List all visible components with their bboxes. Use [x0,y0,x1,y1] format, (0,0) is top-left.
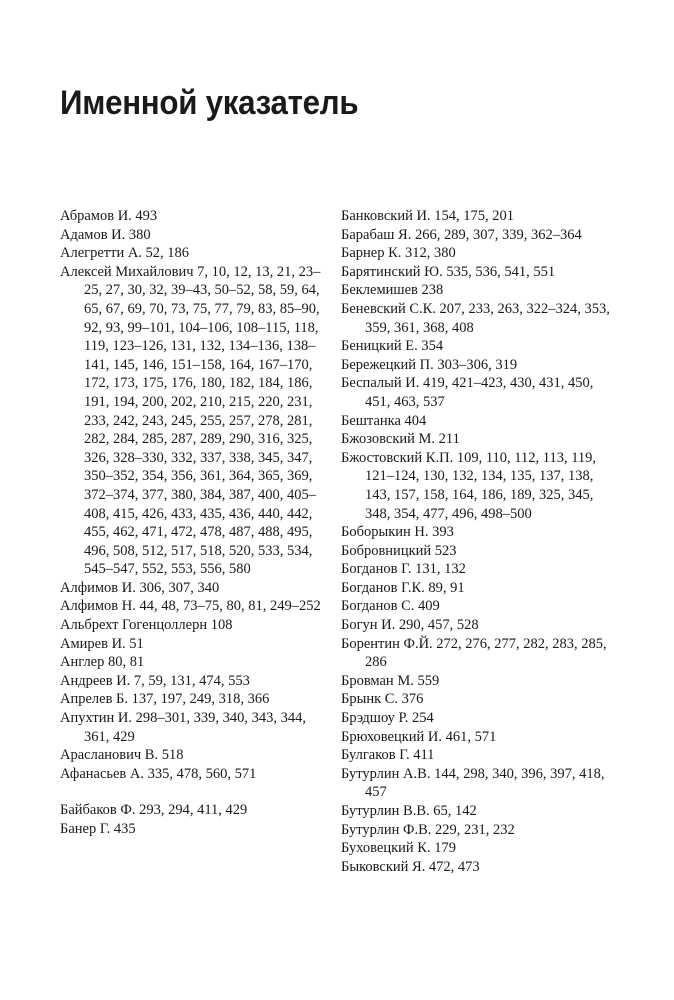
index-entry: Бештанка 404 [341,412,427,429]
index-entry: Булгаков Г. 411 [341,747,435,764]
index-entry: Беспалый И. 419, 421–423, 430, 431, 450, 451, 463, 537 [341,375,594,410]
index-entry: Быковский Я. 472, 473 [341,858,480,875]
index-entry: Бутурлин Ф.В. 229, 231, 232 [341,821,515,838]
index-entry: Бровман М. 559 [341,672,440,689]
index-entry: Алегретти А. 52, 186 [60,245,190,262]
index-entry: Борентин Ф.Й. 272, 276, 277, 282, 283, 285, 286 [341,635,607,671]
index-entry: Бжозовский М. 211 [341,431,460,448]
index-entry: Брюховецкий И. 461, 571 [341,728,497,745]
index-entry: Барабаш Я. 266, 289, 307, 339, 362–364 [341,226,582,243]
letter-group-gap [60,783,330,801]
index-entry: Богун И. 290, 457, 528 [341,617,479,634]
index-entry: Адамов И. 380 [60,226,151,243]
index-entry: Барнер К. 312, 380 [341,245,456,262]
index-entry: Брынк С. 376 [341,691,424,708]
index-entry: Беневский С.К. 207, 233, 263, 322–324, 353, 359, 361, 368, 408 [341,300,610,336]
index-entry: Алексей Михайлович 7, 10, 12, 13, 21, 23–25, 27, 30, 32, 39–43, 50–52, 58, 59, 64, 65, 67, 69, 70, 73, 75, 77, 79, 83, 85–90, 92, 93, 99–101, 104–106, 108–115, 118, 119, 123–126, 131, 132, 134–136, 138–141, 145, 146, 151–158, 164, 167–170, 172, 173, 175, 176, 180, 182, 184, 186, 191, 194, 200, 202, 210, 215, 220, 231, 233, 242, 243, 245, 255, 257, 278, 281, 282, 284, 285, 287, 289, 290, 316, 325, 326, 328–330, 332, 337, 338, 345, 347, 350–352, 354, 356, 361, 364, 365, 369, 372–374, 377, 380, 384, 387, 400, 405–408, 415, 426, 433, 435, 436, 440, 442, 455, 462, 471, 472, 478, 487, 488, 495, 496, 508, 512, 517, 518, 520, 533, 534, 545–547, 552, 553, 556, 580 [60,263,321,578]
index-entry: Бобровницкий 523 [341,542,457,559]
index-entry: Абрамов И. 493 [60,208,158,224]
index-entry: Бжостовский К.П. 109, 110, 112, 113, 119, 121–124, 130, 132, 134, 135, 137, 138, 143, 157, 158, 164, 186, 189, 325, 345, 348, 354, 477, 496, 498–500 [341,449,597,522]
index-entry: Альбрехт Гогенцоллерн 108 [60,617,233,634]
index-entry: Арасланович В. 518 [60,747,184,764]
index-entry: Алфимов Н. 44, 48, 73–75, 80, 81, 249–252 [60,598,321,615]
index-entry: Банковский И. 154, 175, 201 [341,208,514,224]
index-column-right [341,207,621,876]
index-entry: Буховецкий К. 179 [341,840,456,857]
index-entry: Андреев И. 7, 59, 131, 474, 553 [60,672,250,689]
index-entry: Беклемишев 238 [341,282,444,299]
index-entry: Байбаков Ф. 293, 294, 411, 429 [60,802,248,819]
index-entry: Бутурлин В.В. 65, 142 [341,803,477,819]
index-entry: Барятинский Ю. 535, 536, 541, 551 [341,263,556,280]
index-entry: Бутурлин А.В. 144, 298, 340, 396, 397, 418, 457 [341,765,605,801]
index-entry: Банер Г. 435 [60,821,136,837]
index-entry: Апухтин И. 298–301, 339, 340, 343, 344, 361, 429 [60,710,306,745]
index-entry: Брэдшоу Р. 254 [341,710,434,727]
index-entry: Боборыкин Н. 393 [341,524,454,541]
index-entry: Беницкий Е. 354 [341,338,444,355]
page-title: Именной указатель [60,84,359,122]
index-entry: Богданов С. 409 [341,598,440,615]
index-entry: Алфимов И. 306, 307, 340 [60,579,220,596]
index-entry: Богданов Г.К. 89, 91 [341,579,465,596]
index-entry: Бережецкий П. 303–306, 319 [341,356,518,373]
index-column-left [60,207,330,839]
index-entry: Апрелев Б. 137, 197, 249, 318, 366 [60,691,270,708]
index-entry: Богданов Г. 131, 132 [341,561,466,578]
index-entry: Афанасьев А. 335, 478, 560, 571 [60,765,257,782]
index-entry: Англер 80, 81 [60,654,145,671]
index-entry: Амирев И. 51 [60,635,144,652]
